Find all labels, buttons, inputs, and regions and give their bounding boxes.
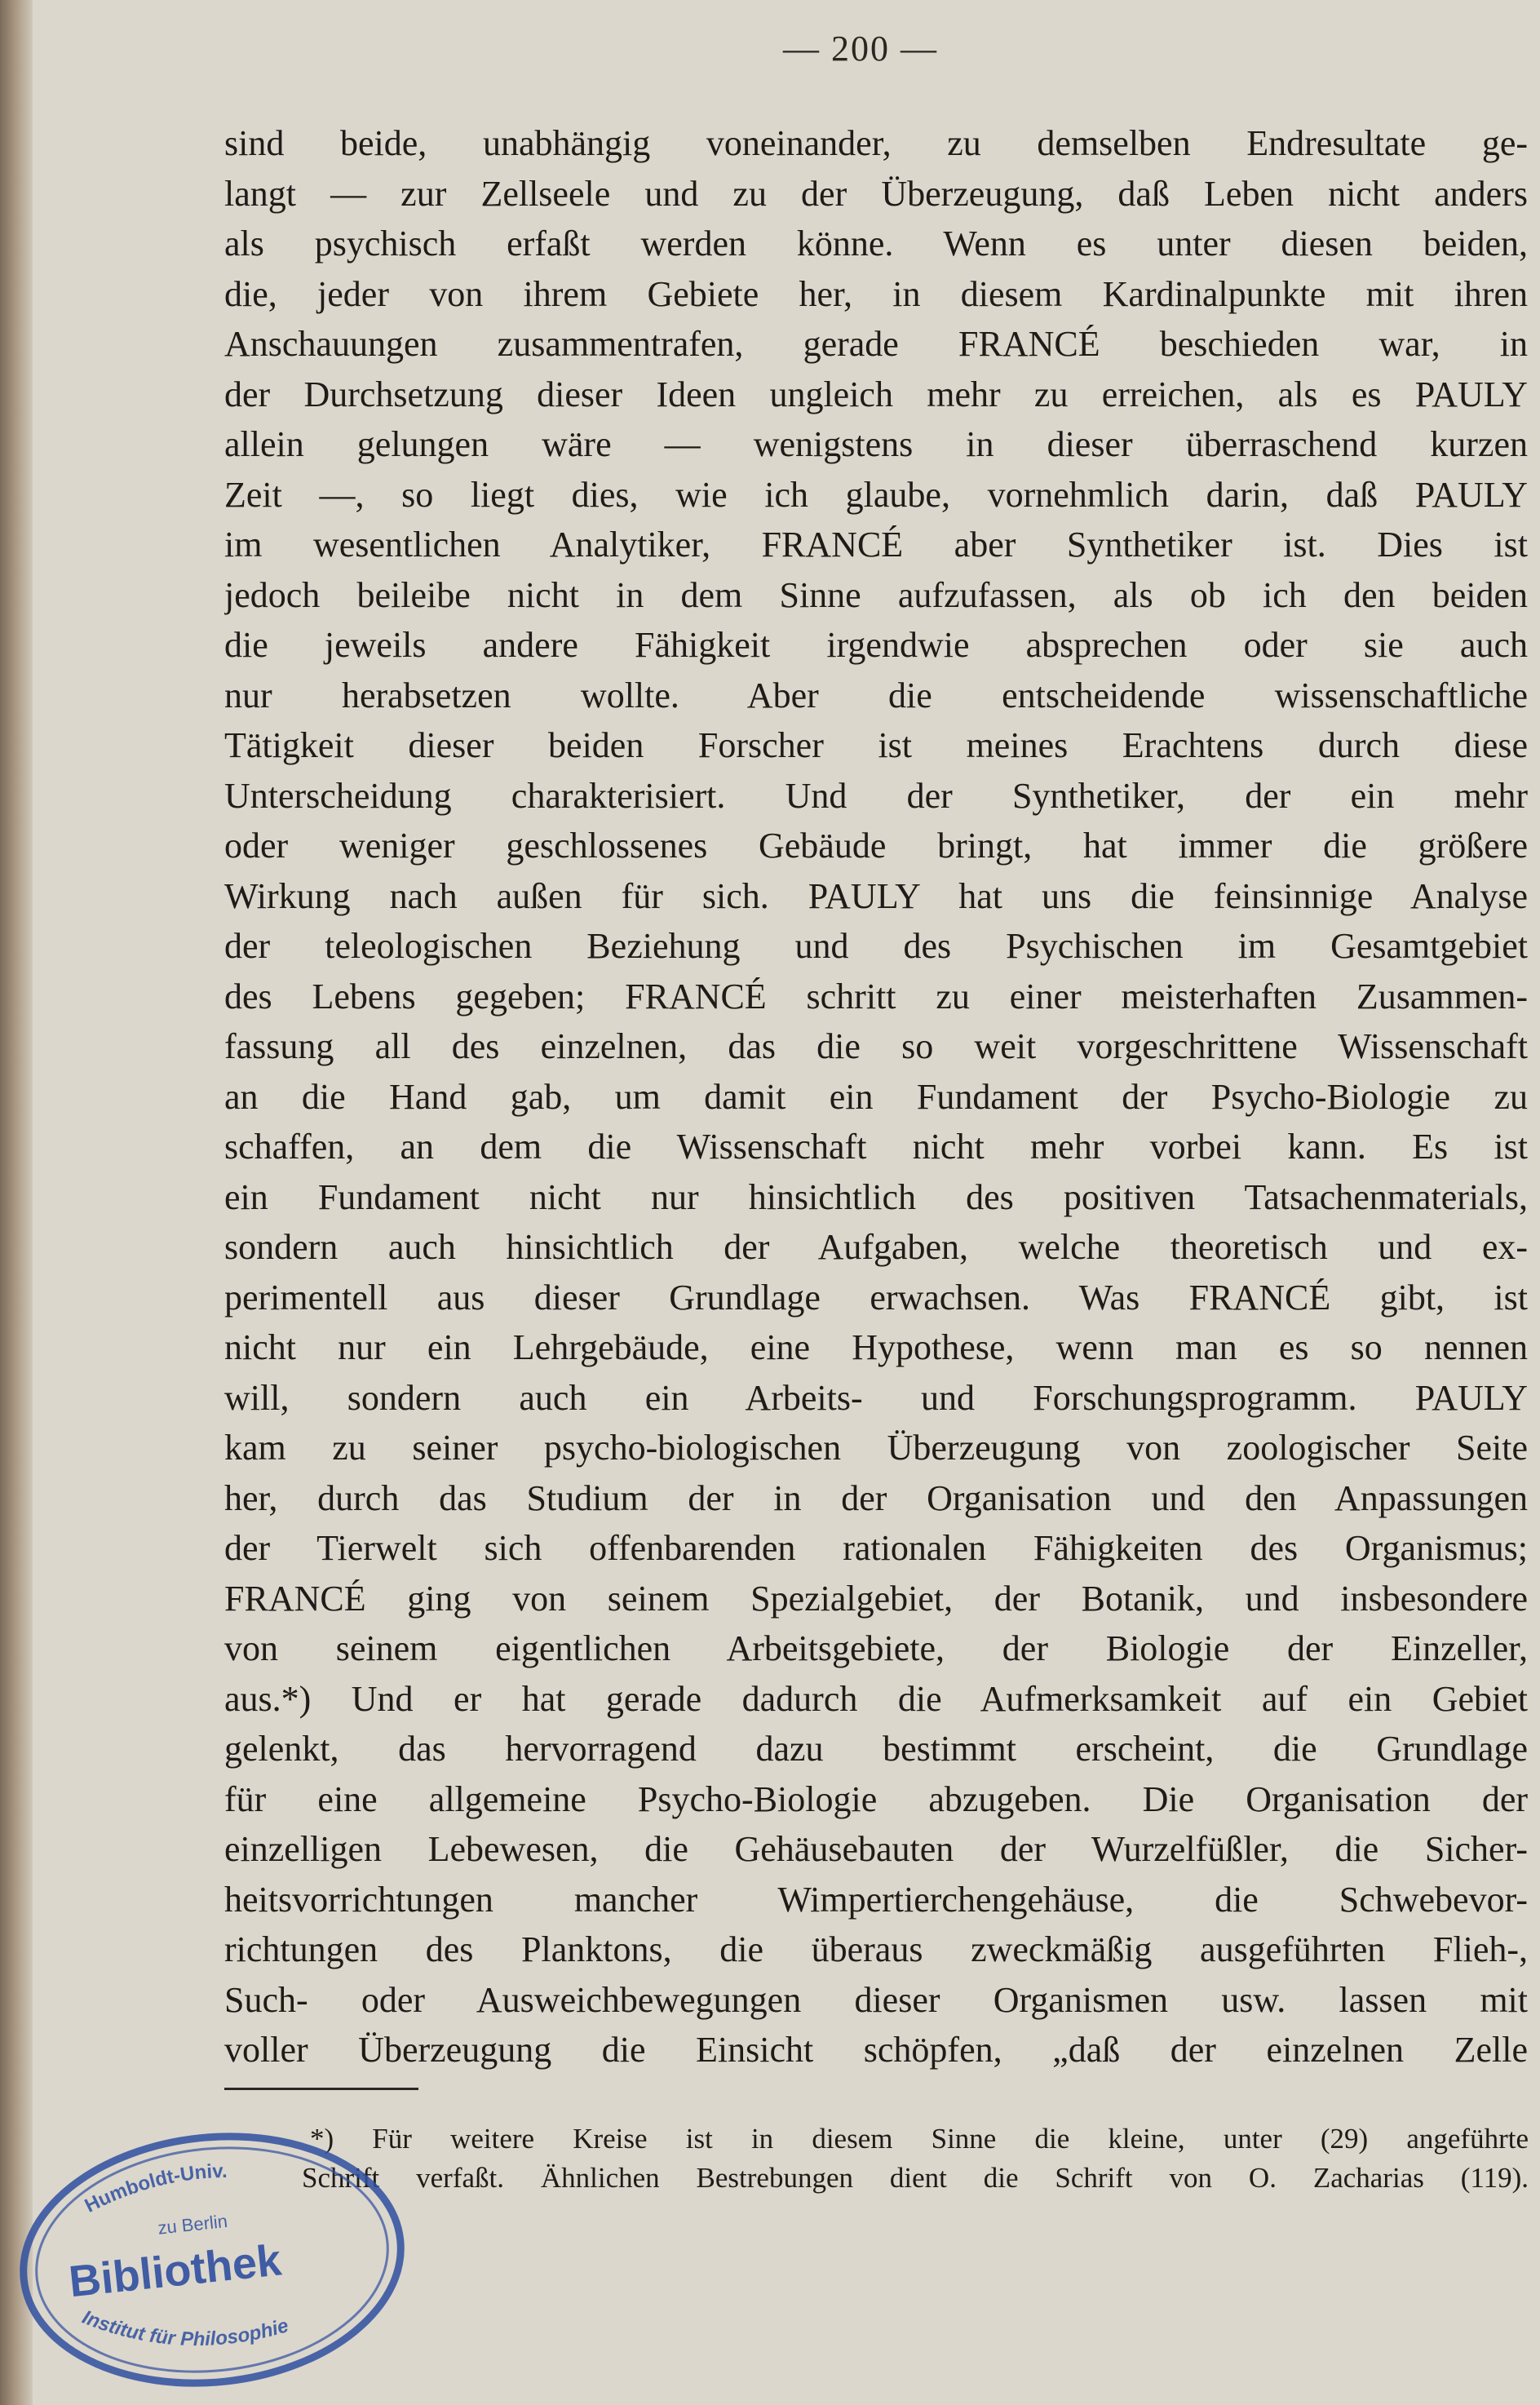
stamp-main-text: Bibliothek — [66, 2235, 284, 2307]
body-line: FRANCÉ ging von seinem Spezialgebiet, der Botanik, und insbesondere — [224, 1578, 1528, 1619]
body-line: an die Hand gab, um damit ein Fundament der Psycho-Biologie zu — [224, 1076, 1528, 1117]
scanned-page — [33, 0, 1540, 2405]
body-line: nicht nur ein Lehrgebäude, eine Hypothese, wenn man es so nennen — [224, 1327, 1528, 1367]
body-line: Tätigkeit dieser beiden Forscher ist meines Erachtens durch diese — [224, 725, 1528, 765]
body-line: richtungen des Planktons, die überaus zweckmäßig ausgeführten Flieh-, — [224, 1929, 1528, 1969]
body-line: der teleologischen Beziehung und des Psychischen im Gesamtgebiet — [224, 926, 1528, 966]
body-line: aus.*) Und er hat gerade dadurch die Aufmerksamkeit auf ein Gebiet — [224, 1678, 1528, 1719]
body-line: fassung all des einzelnen, das die so weit vorgeschrittene Wissenschaft — [224, 1026, 1528, 1066]
body-line: Zeit —, so liegt dies, wie ich glaube, vornehmlich darin, daß PAULY — [224, 474, 1528, 515]
body-line: langt — zur Zellseele und zu der Überzeugung, daß Leben nicht anders — [224, 173, 1528, 214]
page-number: — 200 — — [783, 29, 938, 69]
body-line: schaffen, an dem die Wissenschaft nicht mehr vorbei kann. Es ist — [224, 1127, 1528, 1167]
body-line: sind beide, unabhängig voneinander, zu demselben Endresultate ge- — [224, 123, 1528, 163]
stamp-bottom-text: Institut für Philosophie — [78, 2305, 291, 2351]
body-text — [224, 118, 1528, 2075]
footnote-rule — [224, 2088, 418, 2090]
body-line: will, sondern auch ein Arbeits- und Forschungsprogramm. PAULY — [224, 1377, 1528, 1418]
body-line: kam zu seiner psycho-biologischen Überzeugung von zoologischer Seite — [224, 1428, 1528, 1468]
body-line: als psychisch erfaßt werden könne. Wenn es unter diesen beiden, — [224, 224, 1528, 264]
body-line: ein Fundament nicht nur hinsichtlich des positiven Tatsachenmaterials, — [224, 1176, 1528, 1217]
body-line: jedoch beileibe nicht in dem Sinne aufzufassen, als ob ich den beiden — [224, 574, 1528, 615]
body-line: einzelligen Lebewesen, die Gehäusebauten der Wurzelfüßler, die Sicher- — [224, 1829, 1528, 1869]
body-line: die jeweils andere Fähigkeit irgendwie absprechen oder sie auch — [224, 625, 1528, 665]
body-line: oder weniger geschlossenes Gebäude bringt, hat immer die größere — [224, 826, 1528, 866]
body-line: allein gelungen wäre — wenigstens in dieser überraschend kurzen — [224, 424, 1528, 464]
body-line: Wirkung nach außen für sich. PAULY hat uns die feinsinnige Analyse — [224, 875, 1528, 916]
footnote-line: Schrift verfaßt. Ähnlichen Bestrebungen dient die Schrift von O. Zacharias (119). — [302, 2162, 1529, 2194]
body-line: des Lebens gegeben; FRANCÉ schritt zu einer meisterhaften Zusammen- — [224, 976, 1528, 1016]
stamp-top-text: Humboldt-Univ. — [81, 2159, 228, 2217]
body-line: voller Überzeugung die Einsicht schöpfen, „daß der einzelnen Zelle — [224, 2030, 1528, 2070]
body-line: nur herabsetzen wollte. Aber die entscheidende wissenschaftliche — [224, 675, 1528, 715]
body-line: der Tierwelt sich offenbarenden rationalen Fähigkeiten des Organismus; — [224, 1528, 1528, 1568]
body-line: Anschauungen zusammentrafen, gerade FRANCÉ beschieden war, in — [224, 324, 1528, 364]
body-line: für eine allgemeine Psycho-Biologie abzugeben. Die Organisation der — [224, 1778, 1528, 1819]
body-line: Unterscheidung charakterisiert. Und der Synthetiker, der ein mehr — [224, 775, 1528, 816]
body-line: gelenkt, das hervorragend dazu bestimmt erscheint, die Grundlage — [224, 1729, 1528, 1769]
book-binding-edge — [0, 0, 33, 2405]
footnote-line: *) Für weitere Kreise ist in diesem Sinne die kleine, unter (29) angeführte — [310, 2123, 1529, 2155]
stamp-sub-text: zu Berlin — [157, 2210, 229, 2239]
footnote — [302, 2119, 1529, 2198]
body-line: von seinem eigentlichen Arbeitsgebiete, der Biologie der Einzeller, — [224, 1628, 1528, 1668]
body-line: die, jeder von ihrem Gebiete her, in diesem Kardinalpunkte mit ihren — [224, 273, 1528, 314]
body-line: Such- oder Ausweichbewegungen dieser Organismen usw. lassen mit — [224, 1979, 1528, 2020]
body-line: der Durchsetzung dieser Ideen ungleich mehr zu erreichen, als es PAULY — [224, 374, 1528, 414]
body-line: her, durch das Studium der in der Organisation und den Anpassungen — [224, 1477, 1528, 1518]
body-line: heitsvorrichtungen mancher Wimpertierchengehäuse, die Schwebevor- — [224, 1879, 1528, 1920]
body-line: perimentell aus dieser Grundlage erwachsen. Was FRANCÉ gibt, ist — [224, 1277, 1528, 1318]
library-stamp — [7, 2115, 418, 2400]
body-line: sondern auch hinsichtlich der Aufgaben, welche theoretisch und ex- — [224, 1227, 1528, 1267]
body-line: im wesentlichen Analytiker, FRANCÉ aber Synthetiker ist. Dies ist — [224, 525, 1528, 565]
